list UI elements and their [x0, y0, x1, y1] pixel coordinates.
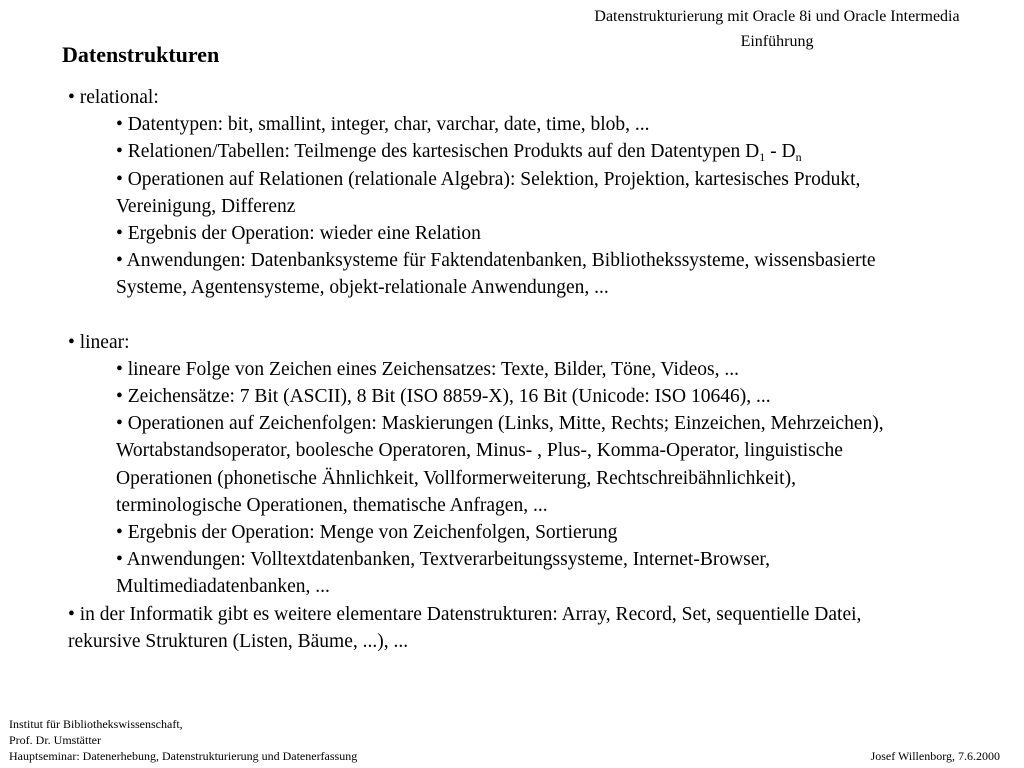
footer-seminar: Hauptseminar: Datenerhebung, Datenstrukturierung und Datenerfassung — [9, 749, 358, 763]
relational-datatypes: • Datentypen: bit, smallint, integer, char, varchar, date, time, blob, ... — [116, 114, 650, 136]
linear-operations-line2: Wortabstandsoperator, boolesche Operatoren, Minus- , Plus-, Komma-Operator, linguistische — [116, 440, 843, 462]
linear-operations-line1: • Operationen auf Zeichenfolgen: Maskierungen (Links, Mitte, Rechts; Einzeichen, Mehrzeichen), — [116, 413, 884, 435]
relational-heading: • relational: — [68, 87, 159, 108]
other-structures-line2: rekursive Strukturen (Listen, Bäume, ...), ... — [68, 630, 409, 652]
linear-sequence: • lineare Folge von Zeichen eines Zeichensatzes: Texte, Bilder, Töne, Videos, ... — [116, 358, 739, 380]
header-section-title: Einführung — [740, 33, 814, 50]
linear-operations-line3: Operationen (phonetische Ähnlichkeit, Vollformerweiterung, Rechtschreibähnlichkeit), — [116, 467, 796, 489]
section-spacer — [68, 302, 968, 329]
footer-institution — [9, 716, 357, 764]
relational-tables — [68, 138, 968, 165]
relational-applications-line1: • Anwendungen: Datenbanksysteme für Faktendatenbanken, Bibliothekssysteme, wissensbasierte — [116, 250, 876, 272]
linear-applications-line2: Multimediadatenbanken, ... — [116, 576, 330, 598]
subscript-1: 1 — [759, 150, 766, 165]
other-structures — [68, 601, 968, 655]
relational-applications — [68, 247, 968, 301]
subscript-n: n — [795, 150, 802, 165]
linear-applications — [68, 546, 968, 600]
relational-operations-line2: Vereinigung, Differenz — [116, 195, 296, 217]
other-structures-line1: • in der Informatik gibt es weitere elementare Datenstrukturen: Array, Record, Set, sequentielle Datei, — [68, 603, 862, 625]
linear-charsets: • Zeichensätze: 7 Bit (ASCII), 8 Bit (ISO 8859-X), 16 Bit (Unicode: ISO 10646), ... — [116, 386, 771, 408]
footer-institute: Institut für Bibliothekswissenschaft, — [9, 717, 183, 731]
relational-result: • Ergebnis der Operation: wieder eine Relation — [116, 223, 481, 245]
footer-author-date: Josef Willenborg, 7.6.2000 — [870, 749, 1000, 763]
relational-tables-text-2: - D — [765, 141, 796, 163]
linear-heading: • linear: — [68, 331, 130, 353]
linear-result: • Ergebnis der Operation: Menge von Zeichenfolgen, Sortierung — [116, 522, 618, 544]
slide-header — [560, 4, 994, 54]
linear-operations-line4: terminologische Operationen, thematische Anfragen, ... — [116, 494, 548, 516]
footer-professor: Prof. Dr. Umstätter — [9, 733, 101, 747]
slide-body — [68, 84, 968, 655]
relational-operations — [68, 166, 968, 220]
linear-applications-line1: • Anwendungen: Volltextdatenbanken, Textverarbeitungssysteme, Internet-Browser, — [116, 549, 770, 571]
page-title: Datenstrukturen — [62, 42, 220, 67]
header-course-title: Datenstrukturierung mit Oracle 8i und Oracle Intermedia — [594, 8, 960, 25]
relational-applications-line2: Systeme, Agentensysteme, objekt-relationale Anwendungen, ... — [116, 277, 609, 299]
relational-tables-text: • Relationen/Tabellen: Teilmenge des kartesischen Produkts auf den Datentypen D — [116, 141, 760, 163]
linear-operations — [68, 410, 968, 519]
relational-operations-line1: • Operationen auf Relationen (relationale Algebra): Selektion, Projektion, kartesisches Produkt, — [116, 168, 861, 190]
